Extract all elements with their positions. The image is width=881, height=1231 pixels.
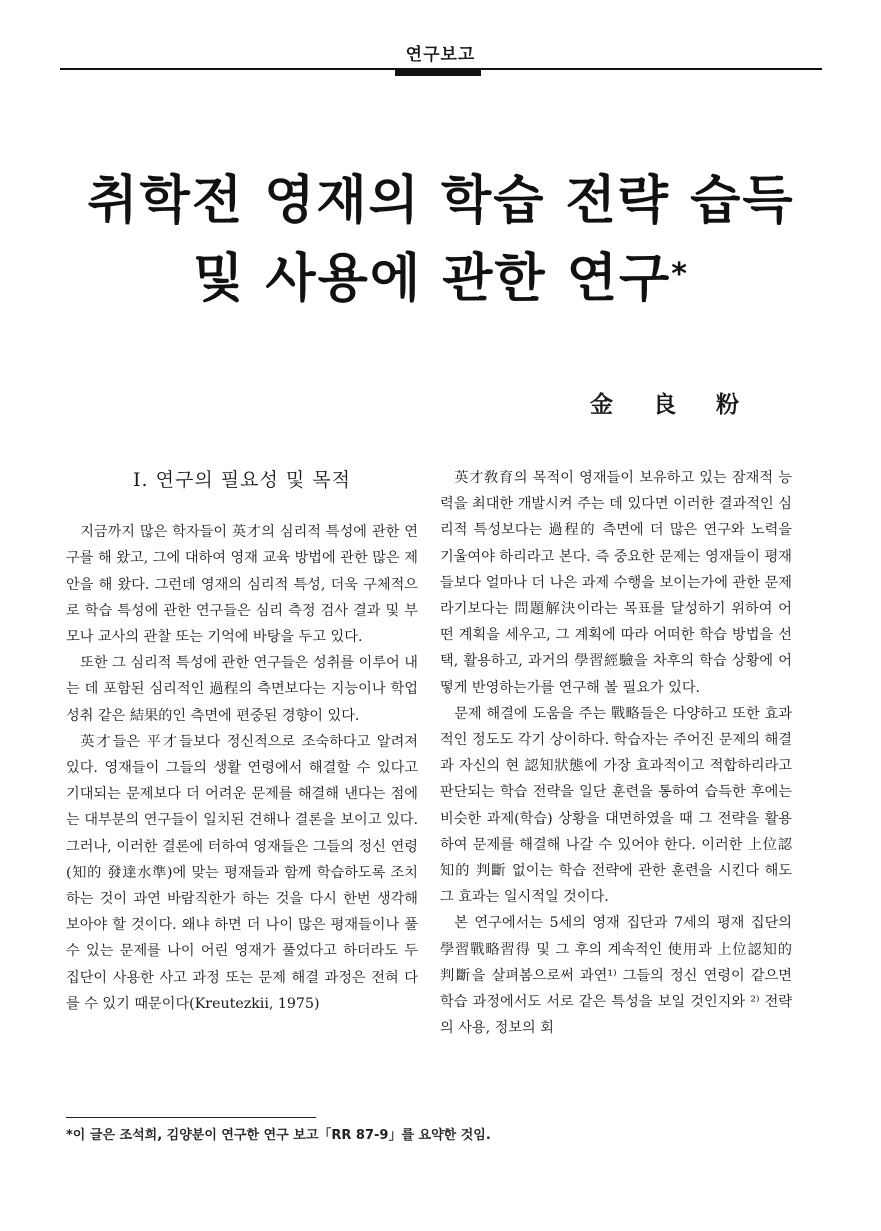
- right-column: [440, 465, 792, 1041]
- title-footnote-marker: *: [671, 257, 689, 292]
- body-paragraph: 英才敎育의 목적이 영재들이 보유하고 있는 잠재적 능력을 최대한 개발시켜 주는 데 있다면 이러한 결과적인 심리적 특성보다는 過程的 측면에 더 많은 연구와 노력을 기울여야 하리라고 본다. 즉 중요한 문제는 영재들이 평재들보다 얼마나 더 나은 과제 수행을 보이는가에 관한 문제라기보다는 問題解決이라는 목표를 달성하기 위하여 어떤 계획을 세우고, 그 계획에 따라 어떠한 학습 방법을 선택, 활용하고, 과거의 學習經驗을 차후의 학습 상황에 어떻게 반영하는가를 연구해 볼 필요가 있다.: [440, 470, 792, 696]
- header-tab-bar: [395, 68, 481, 76]
- author-name: 金 良 粉: [589, 391, 755, 418]
- title-line-2: [60, 240, 822, 318]
- left-column: [66, 465, 418, 1017]
- footnote-rule: [66, 1117, 316, 1118]
- body-paragraph: 본 연구에서는 5세의 영재 집단과 7세의 평재 집단의 學習戰略習得 및 그 후의 계속적인 使用과 上位認知的 判斷을 살펴봄으로써 과연¹⁾ 그들의 정신 연령이 같으면 학습 과정에서도 서로 같은 특성을 보일 것인지와 ²⁾ 전략의 사용, 정보의 회: [440, 915, 792, 1037]
- paper-title: [60, 162, 822, 318]
- section-heading: Ⅰ. 연구의 필요성 및 목적: [133, 469, 351, 491]
- body-paragraph: 지금까지 많은 학자들이 英才의 심리적 특성에 관한 연구를 해 왔고, 그에 대하여 영재 교육 방법에 관한 많은 제안을 해 왔다. 그런데 영재의 심리적 특성, 더욱 구체적으로 학습 특성에 관한 연구들은 심리 측정 검사 결과 및 부모나 교사의 관찰 또는 기억에 바탕을 두고 있다.: [66, 524, 418, 646]
- title-line-2-text: 및 사용에 관한 연구: [193, 249, 672, 309]
- title-line-1: 취학전 영재의 학습 전략 습득: [87, 171, 795, 231]
- body-paragraph: 또한 그 심리적 특성에 관한 연구들은 성취를 이루어 내는 데 포함된 심리적인 過程의 측면보다는 지능이나 학업 성취 같은 結果的인 측면에 편중된 경향이 있다.: [66, 655, 418, 724]
- footnote: *이 글은 조석희, 김양분이 연구한 연구 보고「RR 87-9」를 요약한 것임.: [66, 1128, 491, 1143]
- body-paragraph: 문제 해결에 도움을 주는 戰略들은 다양하고 또한 효과적인 정도도 각기 상이하다. 학습자는 주어진 문제의 해결과 자신의 현 認知狀態에 가장 효과적이고 적합하리라고 판단되는 학습 전략을 일단 훈련을 통하여 습득한 후에는 비슷한 과제(학습) 상황을 대면하였을 때 그 전략을 활용하여 문제를 해결해 나갈 수 있어야 한다. 이러한 上位認知的 判斷 없이는 학습 전략에 관한 훈련을 시킨다 해도 그 효과는 일시적일 것이다.: [440, 705, 792, 906]
- section-header-label: 연구보고: [405, 45, 476, 65]
- body-paragraph: 英才들은 平才들보다 정신적으로 조숙하다고 알려져 있다. 영재들이 그들의 생활 연령에서 해결할 수 있다고 기대되는 문제보다 더 어려운 문제를 해결해 낸다는 점에는 대부분의 연구들이 일치된 견해나 결론을 보이고 있다. 그러나, 이러한 결론에 터하여 영재들은 그들의 정신 연령(知的 發達水準)에 맞는 평재들과 함께 학습하도록 조치하는 것이 과연 바람직한가 하는 것을 다시 한번 생각해 보아야 할 것이다. 왜냐 하면 더 나이 많은 평재들이나 풀 수 있는 문제를 나이 어린 영재가 풀었다고 하더라도 두 집단이 사용한 사고 과정 또는 문제 해결 과정은 전혀 다를 수 있기 때문이다(Kreutezkii, 1975): [66, 733, 418, 1012]
